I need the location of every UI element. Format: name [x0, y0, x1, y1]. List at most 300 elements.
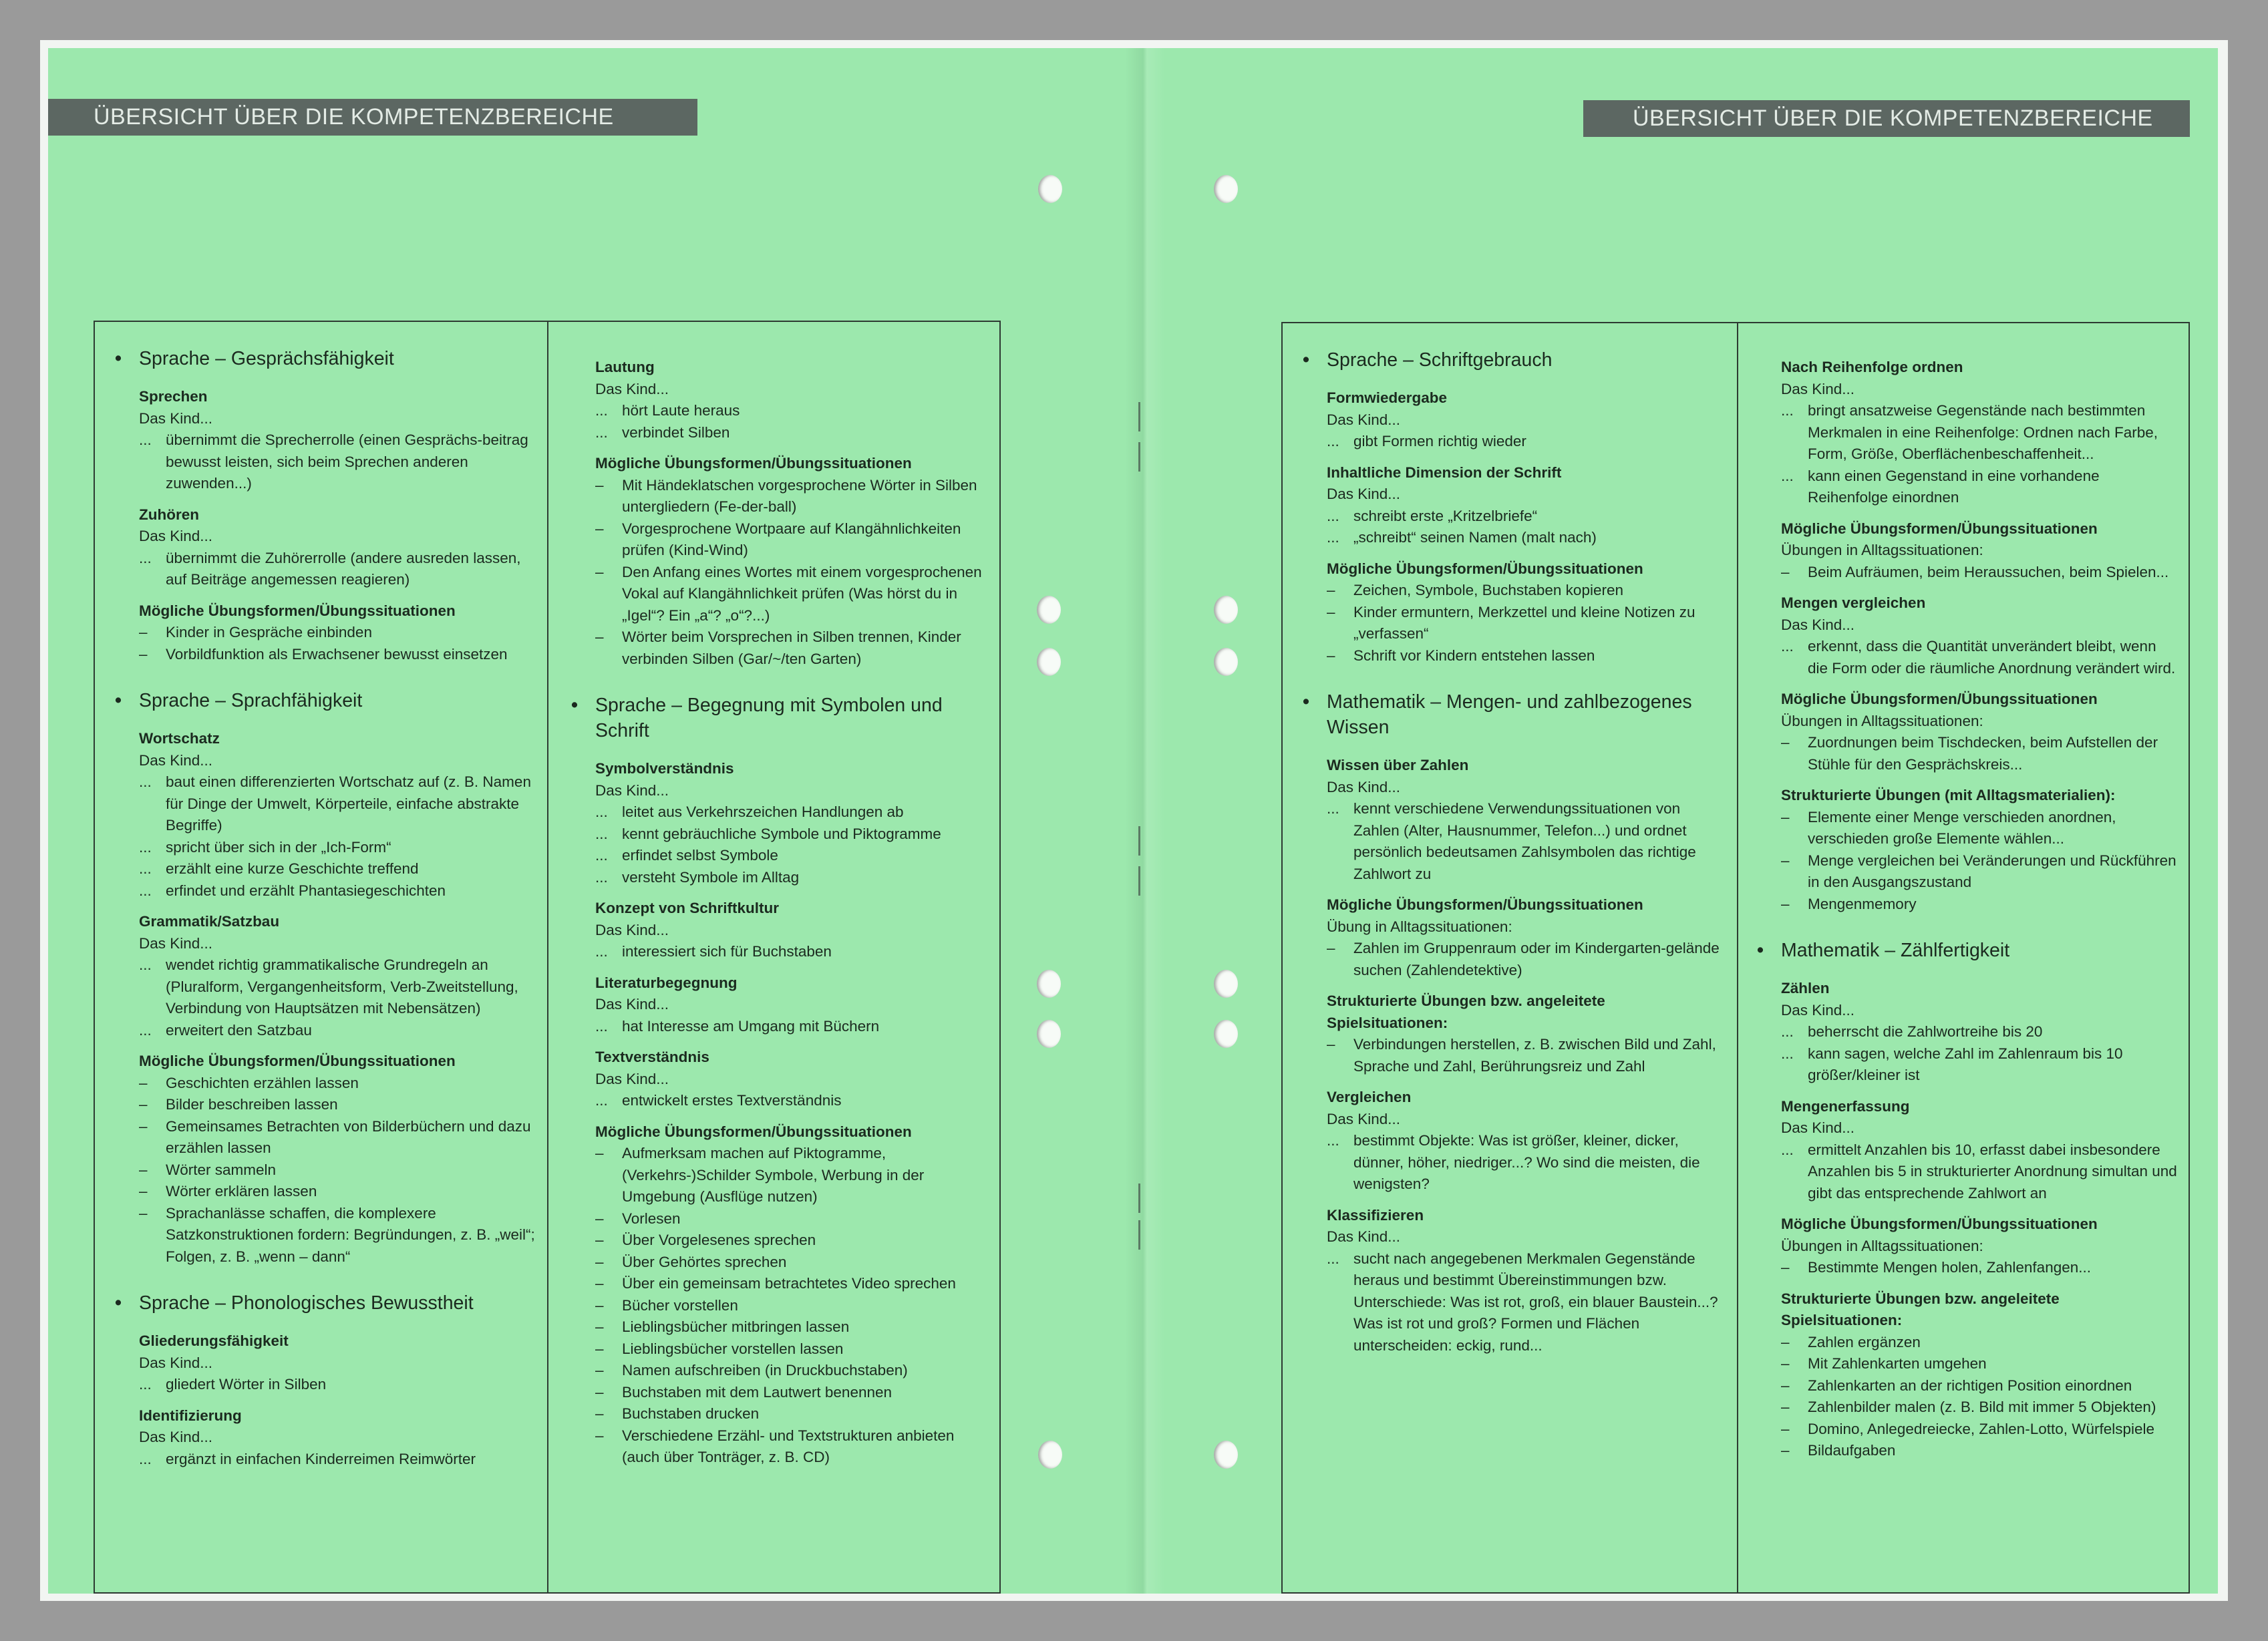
list-item: [595, 1382, 990, 1404]
list-item: [139, 954, 535, 1020]
list-item: [139, 429, 535, 495]
list-marker: ...: [1781, 402, 1794, 419]
intro-text: Das Kind...: [1781, 1001, 1855, 1019]
section-heading: [115, 346, 535, 371]
list-item-text: Zahlenbilder malen (z. B. Bild mit immer 5 Objekten): [1808, 1399, 2156, 1415]
list-item: [1327, 580, 1725, 602]
column-content: [1303, 347, 1725, 1356]
intro-text: Das Kind...: [1327, 778, 1401, 795]
section-heading: [1303, 347, 1725, 373]
list-item-text: Zeichen, Symbole, Buchstaben kopieren: [1353, 582, 1623, 598]
list-item: [595, 941, 990, 963]
intro-text: Das Kind...: [139, 1429, 213, 1445]
punch-hole: [1037, 970, 1061, 998]
list-marker: –: [1327, 940, 1335, 956]
list-marker: –: [595, 1253, 604, 1270]
list-item: [1781, 1257, 2179, 1279]
list-item: [1327, 1130, 1725, 1196]
bullet-icon: •: [115, 690, 122, 711]
list-item: [595, 1208, 990, 1230]
list-item: [139, 880, 535, 902]
list-marker: –: [1781, 808, 1790, 826]
bullet-icon: •: [115, 1292, 122, 1314]
list-item: [1781, 1375, 2179, 1397]
list-marker: ...: [1781, 1141, 1794, 1158]
list-item: [139, 1449, 535, 1471]
list-item: [595, 1295, 990, 1317]
list-item: [595, 1090, 990, 1112]
column-content: [571, 357, 990, 1469]
list-item-text: kennt verschiedene Verwendungssituationen von Zahlen (Alter, Hausnummer, Telefon...) und ordnet persönlich bedeutsamen Zahlsymbolen das richtige Zahlwort zu: [1353, 800, 1696, 882]
list-marker: –: [595, 1427, 604, 1444]
section-heading: [1303, 689, 1725, 740]
list-item-text: Namen aufschreiben (in Druckbuchstaben): [622, 1362, 908, 1379]
page-fold: [1125, 48, 1165, 1594]
list-item-text: Zahlen im Gruppenraum oder im Kindergarten-gelände suchen (Zahlendetektive): [1353, 940, 1720, 978]
subheading: Sprechen: [139, 388, 208, 405]
list-marker: –: [595, 1340, 604, 1357]
list-item: [595, 824, 990, 846]
list-item-text: sucht nach angegebenen Merkmalen Gegenstände heraus und bestimmt Übereinstimmungen bzw. Unterschiede: Was ist rot, groß, ein blauer Baustein...? Was ist rot und groß? Formen und Flächen unterscheiden: eckig, rund...: [1353, 1250, 1718, 1354]
list-item-text: Kinder ermuntern, Merkzettel und kleine Notizen zu „verfassen“: [1353, 603, 1695, 642]
list-item-text: Schrift vor Kindern entstehen lassen: [1353, 647, 1595, 664]
list-item: [1781, 894, 2179, 916]
column-2: [548, 322, 1002, 1592]
list-item: [1327, 602, 1725, 645]
list-item-text: Menge vergleichen bei Veränderungen und Rückführen in den Ausgangszustand: [1808, 852, 2176, 890]
section-title: Sprache – Phonologisches Bewusstheit: [139, 1292, 474, 1314]
list-item: [139, 644, 535, 666]
list-item-text: schreibt erste „Kritzelbriefe“: [1353, 507, 1538, 524]
punch-hole: [1214, 1020, 1238, 1048]
list-item: [139, 548, 535, 591]
punch-hole: [1214, 596, 1238, 624]
section-heading: [115, 688, 535, 713]
punch-hole: [1214, 175, 1238, 203]
list-marker: ...: [595, 825, 608, 842]
subheading: Mögliche Übungsformen/Übungssituationen: [1781, 691, 2098, 707]
punch-hole: [1037, 1020, 1061, 1048]
subheading: Mögliche Übungsformen/Übungssituationen: [595, 455, 912, 472]
list-item: [1327, 938, 1725, 981]
list-item-text: Vorbildfunktion als Erwachsener bewusst einsetzen: [166, 645, 508, 663]
list-item-text: Bestimmte Mengen holen, Zahlenfangen...: [1808, 1259, 2092, 1276]
list-item-text: Domino, Anlegedreiecke, Zahlen-Lotto, Würfelspiele: [1808, 1420, 2155, 1437]
intro-text: Das Kind...: [1781, 1119, 1855, 1136]
list-marker: ...: [139, 773, 152, 790]
subheading: Lautung: [595, 359, 655, 375]
intro-text: Das Kind...: [139, 1354, 213, 1371]
list-marker: –: [139, 1204, 148, 1222]
list-item-text: Beim Aufräumen, beim Heraussuchen, beim Spielen...: [1808, 563, 2169, 580]
list-marker: –: [595, 1145, 604, 1161]
list-marker: –: [595, 1232, 604, 1248]
column-content: [1757, 357, 2179, 1462]
list-item-text: übernimmt die Zuhörerrolle (andere ausreden lassen, auf Beiträge angemessen reagieren): [166, 549, 521, 588]
list-item-text: Den Anfang eines Wortes mit einem vorgesprochenen Vokal auf Klangähnlichkeit prüfen (Was hörst du in „Igel“? Ein „a“? „o“?...): [622, 563, 982, 624]
section-title: Sprache – Gesprächsfähigkeit: [139, 348, 394, 369]
list-marker: ...: [1781, 467, 1794, 484]
list-marker: –: [595, 1405, 604, 1422]
list-item-text: hört Laute heraus: [622, 402, 740, 419]
subheading: Gliederungsfähigkeit: [139, 1332, 289, 1349]
list-item-text: Bücher vorstellen: [622, 1296, 738, 1314]
list-item-text: bestimmt Objekte: Was ist größer, kleiner, dicker, dünner, höher, niedriger...? Wo sind die meisten, die wenigsten?: [1353, 1132, 1700, 1192]
subheading: Mögliche Übungsformen/Übungssituationen: [1781, 520, 2098, 537]
section-gap: [139, 1268, 535, 1290]
list-item: [595, 867, 990, 889]
list-marker: ...: [595, 943, 608, 960]
list-marker: ...: [139, 882, 152, 899]
list-item: [1327, 506, 1725, 528]
intro-text: Das Kind...: [1327, 1110, 1401, 1127]
list-marker: ...: [595, 847, 608, 864]
list-item-text: Vorgesprochene Wortpaare auf Klangähnlichkeiten prüfen (Kind-Wind): [622, 520, 961, 558]
staple: [1138, 442, 1140, 472]
subheading: Nach Reihenfolge ordnen: [1781, 359, 1963, 375]
list-marker: –: [139, 1117, 148, 1135]
list-item-text: Verbindungen herstellen, z. B. zwischen Bild und Zahl, Sprache und Zahl, Berührungsreiz und Zahl: [1353, 1036, 1716, 1075]
list-marker: –: [139, 1183, 148, 1200]
bullet-icon: •: [1303, 691, 1309, 713]
subheading: Mengen vergleichen: [1781, 594, 1926, 611]
list-item-text: ermittelt Anzahlen bis 10, erfasst dabei insbesondere Anzahlen bis 5 in strukturierter Anordnung simultan und gibt das entsprechende Zahlwort an: [1808, 1141, 2177, 1202]
list-marker: –: [1781, 1442, 1790, 1459]
list-item-text: gibt Formen richtig wieder: [1353, 433, 1526, 449]
subheading: Mögliche Übungsformen/Übungssituationen: [1781, 1216, 2098, 1232]
intro-text: Übung in Alltagssituationen:: [1327, 918, 1512, 935]
list-marker: –: [595, 628, 604, 645]
list-item: [595, 1360, 990, 1382]
subheading: Strukturierte Übungen bzw. angeleitete Spielsituationen:: [1327, 992, 1605, 1031]
subheading: Mögliche Übungsformen/Übungssituationen: [139, 1053, 456, 1069]
list-marker: –: [139, 1096, 148, 1113]
list-item-text: leitet aus Verkehrszeichen Handlungen ab: [622, 803, 904, 820]
section-title: Sprache – Begegnung mit Symbolen und Schrift: [595, 695, 943, 741]
staple: [1138, 866, 1140, 896]
header-left: ÜBERSICHT ÜBER DIE KOMPETENZBEREICHE: [48, 99, 697, 136]
list-marker: –: [139, 1161, 148, 1178]
list-item: [139, 1374, 535, 1396]
list-item: [139, 1073, 535, 1095]
subheading: Grammatik/Satzbau: [139, 913, 280, 930]
subheading: Wortschatz: [139, 730, 220, 747]
bullet-icon: •: [571, 695, 578, 716]
list-item-text: Geschichten erzählen lassen: [166, 1074, 359, 1091]
list-item: [595, 1273, 990, 1295]
list-item: [1781, 1332, 2179, 1354]
bullet-icon: •: [1303, 349, 1309, 371]
section-gap: [1781, 915, 2179, 938]
subheading: Mengenerfassung: [1781, 1097, 1910, 1115]
list-item: [595, 1425, 990, 1469]
punch-hole: [1038, 1441, 1062, 1469]
list-item-text: Lieblingsbücher mitbringen lassen: [622, 1318, 850, 1335]
subheading: Mögliche Übungsformen/Übungssituationen: [1327, 560, 1643, 577]
list-item: [139, 1116, 535, 1159]
list-marker: ...: [595, 868, 608, 886]
list-item-text: kann sagen, welche Zahl im Zahlenraum bis 10 größer/kleiner ist: [1808, 1045, 2123, 1083]
list-item-text: verbindet Silben: [622, 423, 730, 441]
subheading: Zählen: [1781, 980, 1830, 996]
section-title: Mathematik – Mengen- und zahlbezogenes Wissen: [1327, 691, 1692, 738]
list-item-text: versteht Symbole im Alltag: [622, 868, 800, 886]
list-item: [595, 801, 990, 824]
list-item: [139, 1094, 535, 1116]
list-item-text: spricht über sich in der „Ich-Form“: [166, 838, 391, 856]
list-item-text: gliedert Wörter in Silben: [166, 1376, 327, 1393]
list-item-text: kann einen Gegenstand in eine vorhandene Reihenfolge einordnen: [1808, 467, 2100, 506]
list-item-text: interessiert sich für Buchstaben: [622, 943, 832, 960]
list-marker: ...: [139, 1450, 152, 1467]
staple: [1138, 402, 1140, 431]
section-heading: [115, 1290, 535, 1316]
list-item-text: Bilder beschreiben lassen: [166, 1096, 338, 1113]
section-heading: [1757, 938, 2179, 963]
list-item: [1327, 645, 1725, 667]
intro-text: Das Kind...: [1327, 411, 1401, 428]
list-item: [595, 400, 990, 422]
list-marker: –: [595, 1296, 604, 1314]
list-marker: –: [1781, 1259, 1790, 1276]
list-item: [1781, 1021, 2179, 1043]
intro-text: Übungen in Alltagssituationen:: [1781, 712, 1983, 729]
bullet-icon: •: [1757, 940, 1764, 961]
list-item: [1781, 400, 2179, 466]
subheading: Wissen über Zahlen: [1327, 757, 1469, 773]
intro-text: Das Kind...: [1781, 380, 1855, 397]
list-marker: –: [1327, 1036, 1335, 1053]
list-marker: ...: [595, 1017, 608, 1035]
list-marker: –: [1781, 1355, 1790, 1372]
list-item-text: kennt gebräuchliche Symbole und Piktogramme: [622, 825, 941, 842]
list-item-text: hat Interesse am Umgang mit Büchern: [622, 1017, 880, 1035]
list-item-text: Lieblingsbücher vorstellen lassen: [622, 1340, 844, 1357]
list-marker: –: [1781, 1377, 1790, 1394]
list-marker: ...: [1327, 433, 1339, 449]
list-marker: –: [1781, 1399, 1790, 1415]
list-item: [139, 1181, 535, 1203]
column-1: [95, 322, 548, 1592]
intro-text: Das Kind...: [1327, 1228, 1401, 1245]
subheading: Strukturierte Übungen bzw. angeleitete Spielsituationen:: [1781, 1290, 2060, 1328]
list-item: [595, 1338, 990, 1360]
punch-hole: [1038, 175, 1062, 203]
staple: [1138, 1220, 1140, 1250]
subheading: Konzept von Schriftkultur: [595, 900, 779, 916]
list-marker: –: [1781, 1333, 1790, 1350]
intro-text: Das Kind...: [139, 528, 213, 544]
list-item-text: Über Gehörtes sprechen: [622, 1253, 787, 1270]
intro-text: Das Kind...: [139, 751, 213, 769]
list-marker: –: [595, 1275, 604, 1292]
list-item: [1781, 636, 2179, 679]
list-item-text: Vorlesen: [622, 1210, 681, 1227]
punch-hole: [1214, 648, 1238, 676]
list-item-text: erkennt, dass die Quantität unverändert bleibt, wenn die Form oder die räumliche Anordnung verändert wird.: [1808, 638, 2176, 677]
list-marker: ...: [595, 423, 608, 441]
subheading: Literaturbegegnung: [595, 974, 738, 991]
section-gap: [595, 670, 990, 693]
list-marker: –: [1327, 582, 1335, 598]
subheading: Identifizierung: [139, 1407, 242, 1424]
section-gap: [1327, 667, 1725, 689]
list-item: [1781, 850, 2179, 894]
list-marker: ...: [139, 838, 152, 856]
intro-text: Das Kind...: [595, 1070, 669, 1087]
list-item: [1781, 1440, 2179, 1462]
list-item: [595, 475, 990, 518]
list-marker: –: [595, 1210, 604, 1227]
punch-hole: [1214, 1441, 1238, 1469]
list-item-text: erfindet und erzählt Phantasiegeschichten: [166, 882, 446, 899]
intro-text: Übungen in Alltagssituationen:: [1781, 1237, 1983, 1254]
list-item-text: erfindet selbst Symbole: [622, 847, 778, 864]
list-marker: ...: [139, 431, 152, 448]
list-marker: –: [595, 563, 604, 580]
column-content: [115, 346, 535, 1470]
punch-hole: [1214, 970, 1238, 998]
list-marker: –: [1781, 895, 1790, 912]
list-item-text: Mengenmemory: [1808, 895, 1917, 912]
subheading: Strukturierte Übungen (mit Alltagsmaterialien):: [1781, 787, 2116, 803]
subheading: Mögliche Übungsformen/Übungssituationen: [1327, 896, 1643, 913]
list-marker: ...: [139, 549, 152, 566]
list-marker: –: [1781, 563, 1790, 580]
list-item-text: ergänzt in einfachen Kinderreimen Reimwörter: [166, 1450, 476, 1467]
subheading: Klassifizieren: [1327, 1206, 1424, 1224]
list-marker: –: [1327, 603, 1335, 620]
list-marker: –: [139, 624, 148, 641]
list-marker: –: [1327, 647, 1335, 664]
list-marker: ...: [1781, 1045, 1794, 1062]
intro-text: Das Kind...: [1327, 486, 1401, 502]
list-item: [1781, 1139, 2179, 1205]
list-item-text: Zahlenkarten an der richtigen Position einordnen: [1808, 1377, 2132, 1394]
list-item-text: baut einen differenzierten Wortschatz auf (z. B. Namen für Dinge der Umwelt, Körperteile, einfache abstrakte Begriffe): [166, 773, 531, 834]
list-item-text: entwickelt erstes Textverständnis: [622, 1092, 842, 1109]
list-marker: ...: [1327, 800, 1339, 817]
list-item: [1781, 1043, 2179, 1087]
list-marker: –: [595, 476, 604, 494]
list-item: [595, 1252, 990, 1274]
left-page-table: [94, 321, 1001, 1594]
punch-hole: [1037, 596, 1061, 624]
list-marker: ...: [1327, 1250, 1339, 1267]
subheading: Symbolverständnis: [595, 760, 734, 777]
list-item-text: Zahlen ergänzen: [1808, 1333, 1921, 1350]
intro-text: Das Kind...: [595, 781, 669, 799]
section-title: Mathematik – Zählfertigkeit: [1781, 940, 2010, 961]
list-item-text: Wörter sammeln: [166, 1161, 277, 1178]
list-item: [595, 845, 990, 867]
list-item-text: Buchstaben drucken: [622, 1405, 760, 1422]
header-right: ÜBERSICHT ÜBER DIE KOMPETENZBEREICHE: [1583, 100, 2190, 137]
intro-text: Übungen in Alltagssituationen:: [1781, 542, 1983, 558]
bullet-icon: •: [115, 348, 122, 369]
list-item: [595, 562, 990, 627]
list-marker: –: [1781, 1420, 1790, 1437]
list-marker: –: [595, 1318, 604, 1335]
intro-text: Das Kind...: [595, 921, 669, 938]
intro-text: Das Kind...: [139, 934, 213, 952]
list-item: [595, 1016, 990, 1038]
list-item-text: Zuordnungen beim Tischdecken, beim Aufstellen der Stühle für den Gesprächskreis...: [1808, 734, 2158, 773]
list-item-text: bringt ansatzweise Gegenstände nach bestimmten Merkmalen in eine Reihenfolge: Ordnen nach Farbe, Form, Größe, Oberflächenbeschaffenheit...: [1808, 402, 2158, 462]
intro-text: Das Kind...: [595, 380, 669, 397]
list-marker: ...: [595, 803, 608, 820]
list-item-text: Wörter erklären lassen: [166, 1183, 317, 1200]
list-item-text: Über Vorgelesenes sprechen: [622, 1232, 816, 1248]
intro-text: Das Kind...: [1781, 616, 1855, 633]
list-marker: ...: [1327, 1132, 1339, 1149]
list-item: [595, 1230, 990, 1252]
list-item-text: Über ein gemeinsam betrachtetes Video sprechen: [622, 1275, 956, 1292]
list-item: [139, 1203, 535, 1268]
list-marker: –: [595, 520, 604, 537]
list-item-text: übernimmt die Sprecherrolle (einen Gesprächs-beitrag bewusst leisten, sich beim Sprechen anderen zuwenden...): [166, 431, 528, 492]
list-item-text: Buchstaben mit dem Lautwert benennen: [622, 1383, 893, 1401]
list-item-text: Bildaufgaben: [1808, 1442, 1896, 1459]
intro-text: Das Kind...: [139, 409, 213, 427]
list-item: [1781, 1353, 2179, 1375]
list-item-text: Mit Zahlenkarten umgehen: [1808, 1355, 1987, 1372]
list-item: [595, 1403, 990, 1425]
list-item-text: Sprachanlässe schaffen, die komplexere Satzkonstruktionen fordern: Begründungen, z. B. „weil“; Folgen, z. B. „wenn – dann“: [166, 1204, 535, 1265]
subheading: Vergleichen: [1327, 1089, 1412, 1105]
list-item: [139, 858, 535, 880]
list-marker: ...: [1781, 1023, 1794, 1040]
subheading: Mögliche Übungsformen/Übungssituationen: [139, 602, 456, 619]
list-item: [1327, 798, 1725, 885]
list-item: [1327, 527, 1725, 549]
section-heading: [571, 693, 990, 743]
section-title: Sprache – Schriftgebrauch: [1327, 349, 1553, 371]
list-item: [595, 1316, 990, 1338]
list-item-text: Gemeinsames Betrachten von Bilderbüchern und dazu erzählen lassen: [166, 1117, 531, 1156]
list-item-text: Kinder in Gespräche einbinden: [166, 624, 372, 641]
list-item: [1781, 562, 2179, 584]
list-item-text: Mit Händeklatschen vorgesprochene Wörter in Silben untergliedern (Fe-der-ball): [622, 476, 977, 515]
list-marker: ...: [139, 860, 152, 877]
list-marker: ...: [1781, 638, 1794, 655]
list-marker: ...: [595, 1092, 608, 1109]
subheading: Inhaltliche Dimension der Schrift: [1327, 464, 1562, 481]
right-page-table: [1281, 322, 2190, 1594]
list-marker: ...: [139, 956, 152, 973]
list-item: [1781, 466, 2179, 509]
list-item: [595, 422, 990, 444]
list-item-text: Elemente einer Menge verschieden anordnen, verschieden große Elemente wählen...: [1808, 808, 2116, 847]
staple: [1138, 1183, 1140, 1213]
list-marker: ...: [139, 1376, 152, 1393]
list-marker: ...: [595, 402, 608, 419]
list-item-text: Aufmerksam machen auf Piktogramme, (Verkehrs-)Schilder Symbole, Werbung in der Umgebung (Ausflüge nutzen): [622, 1145, 925, 1205]
staple: [1138, 826, 1140, 856]
list-item: [1781, 1397, 2179, 1419]
section-gap: [139, 665, 535, 688]
list-item-text: erzählt eine kurze Geschichte treffend: [166, 860, 419, 877]
column-3: [1283, 323, 1738, 1592]
list-item: [595, 626, 990, 670]
list-marker: ...: [139, 1021, 152, 1039]
list-item-text: „schreibt“ seinen Namen (malt nach): [1353, 529, 1597, 546]
list-item: [139, 771, 535, 837]
punch-hole: [1037, 648, 1061, 676]
list-item: [1327, 1248, 1725, 1357]
list-item: [1781, 807, 2179, 850]
section-title: Sprache – Sprachfähigkeit: [139, 690, 363, 711]
